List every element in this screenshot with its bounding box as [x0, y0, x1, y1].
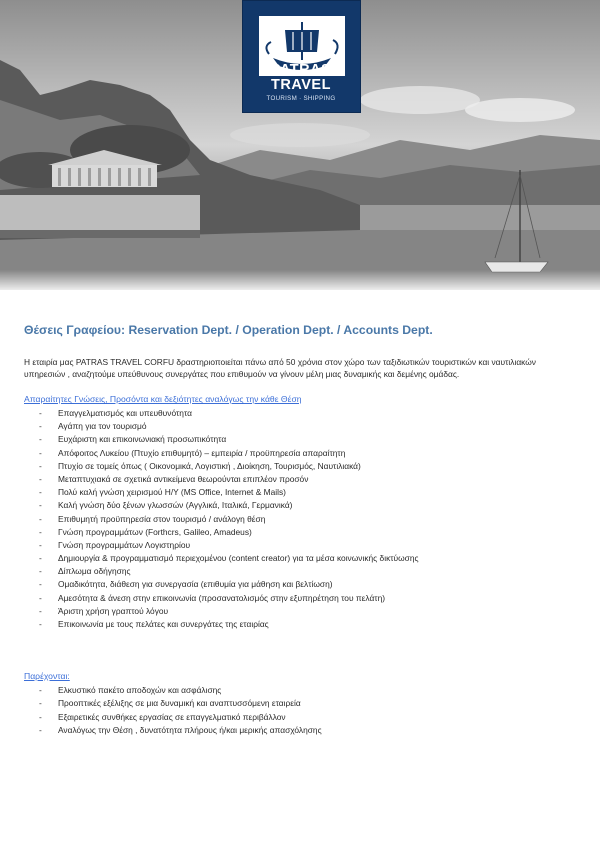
requirements-heading: Απαραίτητες Γνώσεις, Προσόντα και δεξιότητες αναλόγως την κάθε Θέση — [24, 394, 302, 404]
bullet-dash: - — [39, 685, 42, 696]
bullet-dash: - — [39, 421, 42, 432]
requirement-item-text: Επιθυμητή προϋπηρεσία στον τουρισμό / ανάλογη θέση — [58, 513, 266, 524]
bullet-dash: - — [39, 513, 42, 524]
benefits-list — [24, 684, 569, 737]
requirement-item — [24, 486, 569, 499]
requirement-item — [24, 407, 569, 420]
requirement-item — [24, 565, 569, 578]
bullet-dash: - — [39, 526, 42, 537]
requirement-item-text: Δίπλωμα οδήγησης — [58, 566, 131, 577]
requirement-item — [24, 420, 569, 433]
requirement-item-text: Απόφοιτος Λυκείου (Πτυχίο επιθυμητό) – εμπειρία / προϋπηρεσία απαραίτητη — [58, 447, 346, 458]
bullet-dash: - — [39, 447, 42, 458]
bullet-dash: - — [39, 500, 42, 511]
requirement-item-text: Γνώση προγραμμάτων Λογιστηρίου — [58, 539, 191, 550]
requirement-item — [24, 499, 569, 512]
benefit-item-text: Προοπτικές εξέλιξης σε μια δυναμική και αναπτυσσόμενη εταιρεία — [58, 698, 301, 709]
logo-word-patras: PATRAS — [270, 62, 332, 78]
requirement-item — [24, 618, 569, 631]
requirement-item-text: Επικοινωνία με τους πελάτες και συνεργάτες της εταιρίας — [58, 619, 269, 629]
requirement-item — [24, 578, 569, 591]
logo-tagline: TOURISM · SHIPPING — [266, 95, 336, 102]
bullet-dash: - — [39, 579, 42, 590]
bullet-dash: - — [39, 408, 42, 418]
bullet-dash: - — [39, 434, 42, 445]
requirement-item-text: Πολύ καλή γνώση χειρισμού Η/Υ (MS Office, Internet & Mails) — [58, 487, 286, 498]
requirement-item-text: Ομαδικότητα, διάθεση για συνεργασία (επιθυμία για μάθηση και βελτίωση) — [58, 579, 333, 590]
requirement-item — [24, 592, 569, 605]
bullet-dash: - — [39, 566, 42, 577]
requirement-item — [24, 552, 569, 565]
requirement-item — [24, 473, 569, 486]
bullet-dash: - — [39, 487, 42, 498]
benefit-item — [24, 711, 569, 724]
requirement-item-text: Πτυχίο σε τομείς όπως ( Οικονομικά, Λογιστική , Διοίκηση, Τουρισμός, Ναυτιλιακά) — [58, 460, 361, 471]
bullet-dash: - — [39, 460, 42, 471]
requirement-item-text: Καλή γνώση δύο ξένων γλωσσών (Αγγλικά, Ιταλικά, Γερμανικά) — [58, 500, 293, 511]
requirement-item — [24, 513, 569, 526]
bullet-dash: - — [39, 619, 42, 629]
patras-travel-logo — [242, 0, 361, 113]
requirement-item-text: Μεταπτυχιακά σε σχετικά αντικείμενα θεωρούνται επιπλέον προσόν — [58, 473, 309, 484]
requirement-item-text: Άριστη χρήση γραπτού λόγου — [58, 605, 169, 616]
requirement-item-text: Γνώση προγραμμάτων (Forthcrs, Galileo, Amadeus) — [58, 526, 252, 537]
requirement-item — [24, 460, 569, 473]
job-posting — [24, 316, 569, 737]
requirement-item-text: Αγάπη για τον τουρισμό — [58, 421, 147, 432]
bullet-dash: - — [39, 592, 42, 603]
posting-title: Θέσεις Γραφείου: Reservation Dept. / Operation Dept. / Accounts Dept. — [24, 323, 433, 337]
benefit-item-text: Εξαιρετικές συνθήκες εργασίας σε επαγγελματικό περιβάλλον — [58, 711, 286, 722]
requirement-item — [24, 447, 569, 460]
requirement-item — [24, 605, 569, 618]
intro-paragraph: Η εταιρία μας PATRAS TRAVEL CORFU δραστηριοποιείται πάνω από 50 χρόνια στον χώρο των ταξιδιωτικών τουριστικών και ναυτιλιακών υπηρεσιών , αναζητούμε υπεύθυνους συνεργάτες που επιθυμούν να γίνουν μέλη μιας δυναμικής και δεμένης ομάδας. — [24, 357, 536, 379]
bullet-dash: - — [39, 539, 42, 550]
requirement-item-text: Αμεσότητα & άνεση στην επικοινωνία (προσανατολισμός στην εξυπηρέτηση του πελάτη) — [58, 592, 386, 603]
benefit-item — [24, 697, 569, 710]
requirement-item — [24, 526, 569, 539]
requirement-item-text: Επαγγελματισμός και υπευθυνότητα — [58, 408, 192, 418]
bullet-dash: - — [39, 711, 42, 722]
benefit-item — [24, 684, 569, 697]
photo-fade — [0, 270, 600, 290]
requirements-list — [24, 407, 569, 631]
bullet-dash: - — [39, 698, 42, 709]
benefit-item-text: Αναλόγως την Θέση , δυνατότητα πλήρους ή/και μερικής απασχόλησης — [58, 724, 322, 735]
logo-word-travel: TRAVEL — [271, 77, 331, 93]
bullet-dash: - — [39, 553, 42, 564]
benefit-item-text: Ελκυστικό πακέτο αποδοχών και ασφάλισης — [58, 685, 222, 696]
benefit-item — [24, 724, 569, 737]
bullet-dash: - — [39, 605, 42, 616]
requirement-item — [24, 433, 569, 446]
benefits-heading: Παρέχονται: — [24, 671, 70, 682]
requirement-item — [24, 539, 569, 552]
bullet-dash: - — [39, 473, 42, 484]
requirement-item-text: Ευχάριστη και επικοινωνιακή προσωπικότητα — [58, 434, 227, 445]
requirement-item-text: Δημιουργία & προγραμματισμό περιεχομένου (content creator) για τα μέσα κοινωνικής δικτύωσης — [58, 553, 419, 564]
bullet-dash: - — [39, 724, 42, 735]
